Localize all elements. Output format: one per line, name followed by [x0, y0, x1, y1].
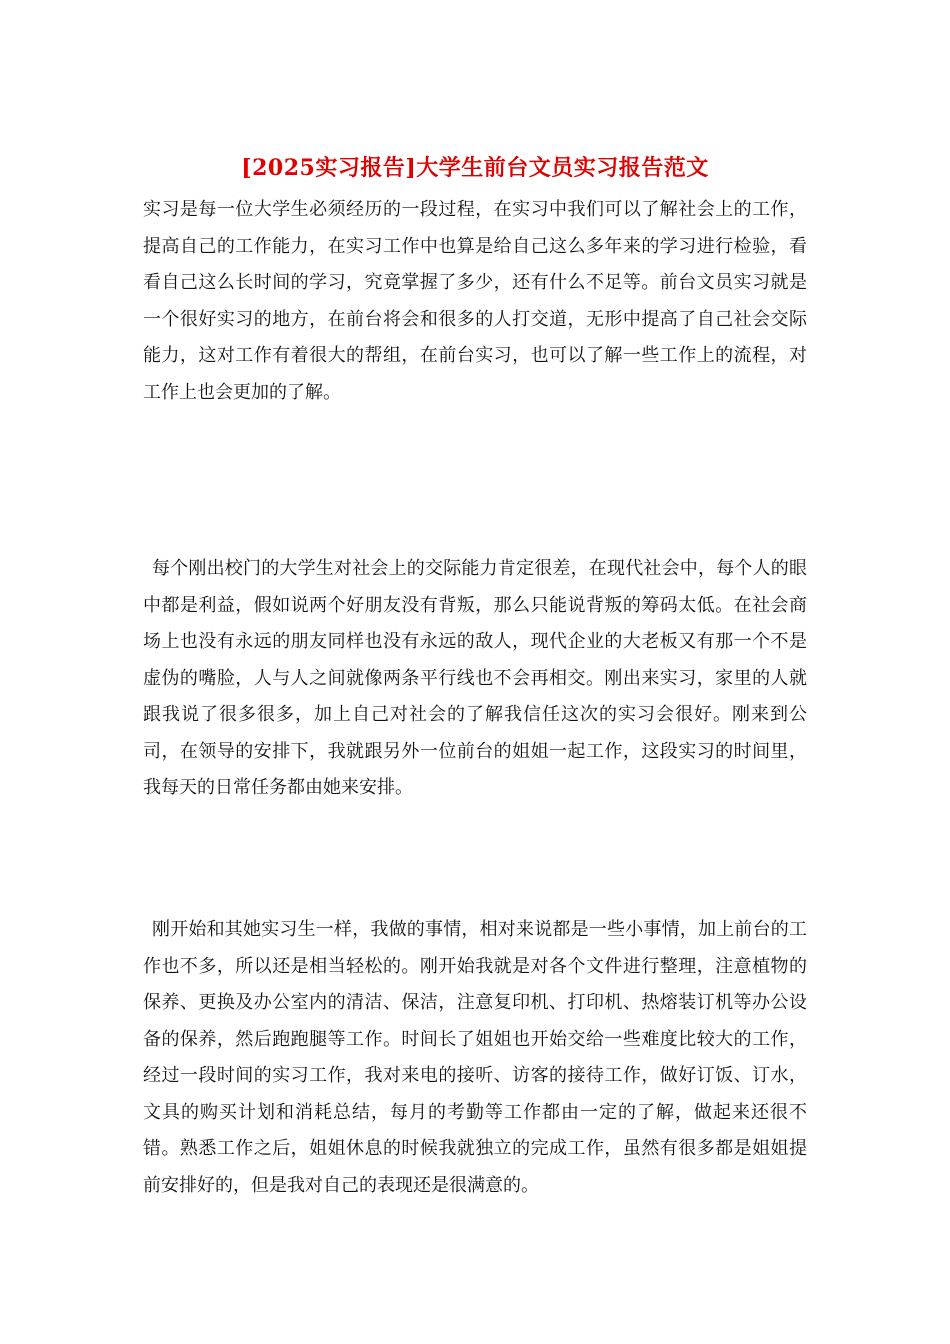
document-title: [2025实习报告]大学生前台文员实习报告范文 [241, 155, 709, 181]
paragraph-intro: 实习是每一位大学生必须经历的一段过程，在实习中我们可以了解社会上的工作，提高自己的工作能力，在实习工作中也算是给自己这么多年来的学习进行检验，看看自己这么长时间的学习，究竟掌握了多少，还有什么不足等。前台文员实习就是一个很好实习的地方，在前台将会和很多的人打交道，无形中提高了自己社会交际能力，这对工作有着很大的帮组，在前台实习，也可以了解一些工作上的流程，对工作上也会更加的了解。 [143, 199, 807, 403]
paragraph-daily-work: 刚开始和其她实习生一样，我做的事情，相对来说都是一些小事情，加上前台的工作也不多，所以还是相当轻松的。刚开始我就是对各个文件进行整理，注意植物的保养、更换及办公室内的清洁、保洁，注意复印机、打印机、热熔装订机等办公设备的保养，然后跑跑腿等工作。时间长了姐姐也开始交给一些难度比较大的工作，经过一段时间的实习工作，我对来电的接听、访客的接待工作，做好订饭、订水，文具的购买计划和消耗总结，每月的考勤等工作都由一定的了解，做起来还很不错。熟悉工作之后，姐姐休息的时候我就独立的完成工作，虽然有很多都是姐姐提前安排好的，但是我对自己的表现还是很满意的。 [143, 919, 807, 1196]
paragraph-social-skills: 每个刚出校门的大学生对社会上的交际能力肯定很差，在现代社会中，每个人的眼中都是利益，假如说两个好朋友没有背叛，那么只能说背叛的筹码太低。在社会商场上也没有永远的朋友同样也没有永远的敌人，现代企业的大老板又有那一个不是虚伪的嘴脸，人与人之间就像两条平行线也不会再相交。刚出来实习，家里的人就跟我说了很多很多，加上自己对社会的了解我信任这次的实习会很好。刚来到公司，在领导的安排下，我就跟另外一位前台的姐姐一起工作，这段实习的时间里，我每天的日常任务都由她来安排。 [143, 558, 807, 798]
